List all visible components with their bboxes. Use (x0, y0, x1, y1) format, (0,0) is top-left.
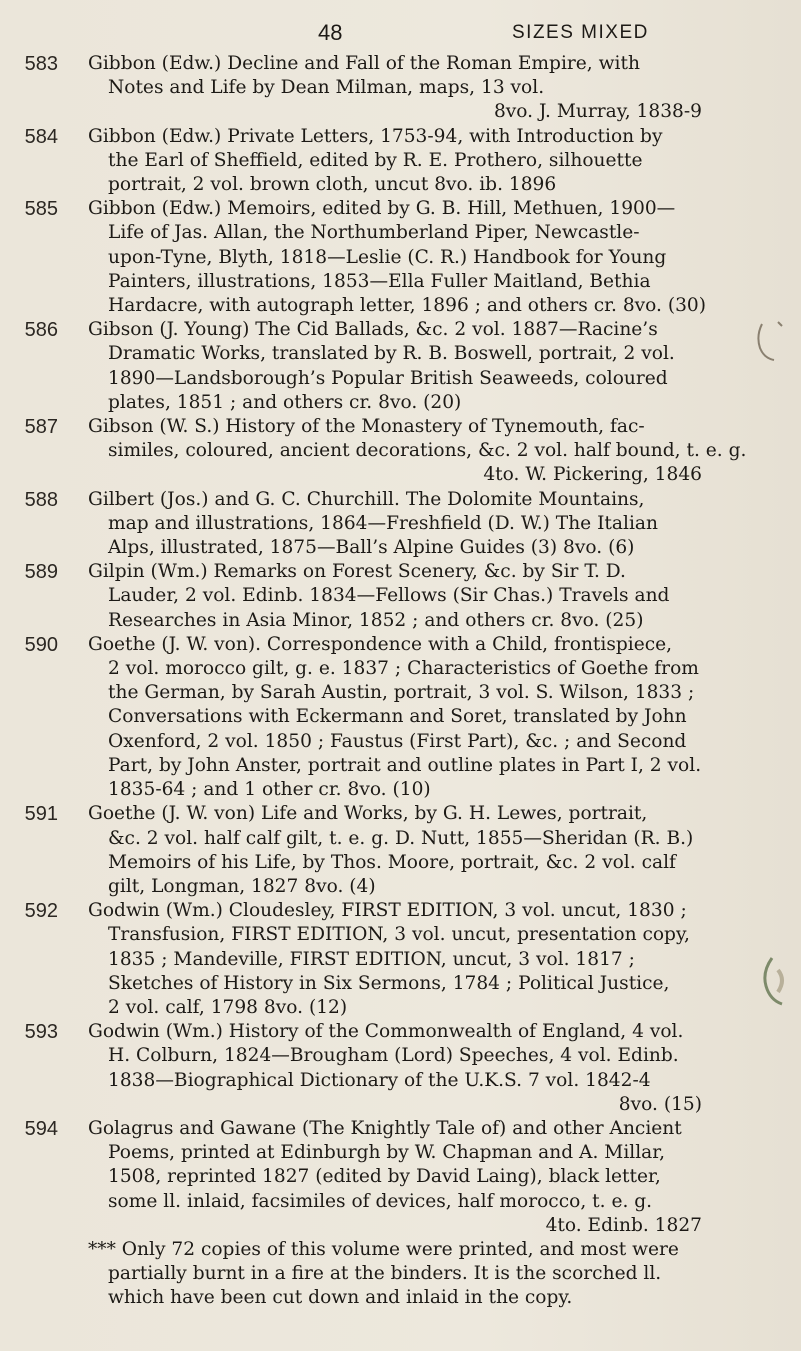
lot-description-line: Hardacre, with autograph letter, 1896 ; and others cr. 8vo. (30) (108, 295, 707, 317)
margin-sticker-top (752, 318, 786, 364)
lot-number: 592 (24, 900, 58, 923)
lot-description-line: Transfusion, FIRST EDITION, 3 vol. uncut, presentation copy, (108, 924, 690, 946)
lot-description-line: Gibbon (Edw.) Memoirs, edited by G. B. Hill, Methuen, 1900— (88, 198, 676, 220)
lot-description-line: 1838—Biographical Dictionary of the U.K.S. 7 vol. 1842-4 (108, 1069, 651, 1091)
lot-description-line: Dramatic Works, translated by R. B. Boswell, portrait, 2 vol. (108, 343, 675, 365)
lot-description-line: Godwin (Wm.) History of the Commonwealth of England, 4 vol. (88, 1021, 684, 1043)
lot-description-line: Alps, illustrated, 1875—Ball’s Alpine Guides (3) 8vo. (6) (108, 537, 635, 559)
lot-entry (0, 802, 708, 899)
page-number: 48 (318, 20, 343, 45)
lot-description-line: Gibbon (Edw.) Private Letters, 1753-94, with Introduction by (88, 125, 663, 147)
lot-number: 588 (24, 488, 58, 511)
lot-description-line: Painters, illustrations, 1853—Ella Fuller Maitland, Bethia (108, 270, 651, 292)
lot-description-line: Oxenford, 2 vol. 1850 ; Faustus (First Part), &c. ; and Second (108, 730, 687, 752)
lot-entry (0, 899, 708, 1020)
lot-description-line: the German, by Sarah Austin, portrait, 3 vol. S. Wilson, 1833 ; (108, 682, 695, 704)
lot-description-line: Notes and Life by Dean Milman, maps, 13 vol. (108, 77, 545, 99)
lot-description-line: Conversations with Eckermann and Soret, translated by John (108, 706, 687, 728)
lot-number: 593 (24, 1021, 58, 1044)
running-head: SIZES MIXED (512, 22, 649, 43)
lot-entry (0, 125, 708, 198)
lot-entry (0, 52, 708, 125)
lot-description-line: Godwin (Wm.) Cloudesley, FIRST EDITION, 3 vol. uncut, 1830 ; (88, 900, 687, 922)
lot-description-line: Gibbon (Edw.) Decline and Fall of the Roman Empire, with (88, 53, 640, 74)
lot-description-line: map and illustrations, 1864—Freshfield (D. W.) The Italian (108, 512, 658, 534)
lot-description-line: 8vo. (15) (618, 1093, 702, 1115)
lot-number: 589 (24, 561, 58, 584)
lot-description-line: similes, coloured, ancient decorations, &c. 2 vol. half bound, t. e. g. (108, 440, 747, 462)
lot-number: 585 (24, 198, 58, 221)
lot-number: 587 (24, 416, 58, 439)
page-header (0, 20, 801, 50)
margin-sticker-bottom (758, 952, 792, 1010)
lot-entries (0, 52, 801, 1311)
lot-description-line: Gilbert (Jos.) and G. C. Churchill. The Dolomite Mountains, (88, 488, 645, 510)
lot-description-line: Sketches of History in Six Sermons, 1784 ; Political Justice, (108, 972, 670, 994)
lot-number: 586 (24, 319, 58, 342)
lot-description-line: Gibson (J. Young) The Cid Ballads, &c. 2 vol. 1887—Racine’s (88, 319, 658, 341)
lot-entry (0, 197, 708, 318)
lot-description-line: Researches in Asia Minor, 1852 ; and others cr. 8vo. (25) (108, 609, 644, 631)
lot-description-line: 1835-64 ; and 1 other cr. 8vo. (10) (108, 779, 431, 801)
lot-entry (0, 488, 708, 561)
lot-description-line: 1890—Landsborough’s Popular British Seaweeds, coloured (108, 367, 668, 389)
lot-description-line: Goethe (J. W. von). Correspondence with a Child, frontispiece, (88, 633, 673, 655)
lot-description-line: 8vo. J. Murray, 1838-9 (493, 101, 702, 123)
lot-description-line: the Earl of Sheffield, edited by R. E. Prothero, silhouette (108, 149, 643, 171)
lot-entry (0, 318, 708, 415)
footnote-line: partially burnt in a fire at the binders. It is the scorched ll. (108, 1263, 662, 1285)
lot-number: 590 (24, 633, 58, 656)
lot-description-line: Gibson (W. S.) History of the Monastery of Tynemouth, fac- (88, 416, 645, 438)
lot-entry (0, 560, 708, 633)
lot-description-line: portrait, 2 vol. brown cloth, uncut 8vo. ib. 1896 (108, 174, 557, 196)
lot-description-line: &c. 2 vol. half calf gilt, t. e. g. D. Nutt, 1855—Sheridan (R. B.) (108, 827, 694, 849)
lot-description-line: gilt, Longman, 1827 8vo. (4) (108, 875, 376, 897)
lot-description-line: Poems, printed at Edinburgh by W. Chapman and A. Millar, (108, 1142, 666, 1164)
lot-description-line: 1508, reprinted 1827 (edited by David Laing), black letter, (108, 1166, 661, 1188)
lot-number: 584 (24, 125, 58, 148)
lot-number: 591 (24, 803, 58, 826)
lot-entry (0, 633, 708, 802)
footnote (0, 1238, 708, 1311)
lot-description-line: 2 vol. calf, 1798 8vo. (12) (108, 996, 348, 1018)
lot-description-line: 2 vol. morocco gilt, g. e. 1837 ; Characteristics of Goethe from (108, 658, 699, 680)
lot-entry (0, 415, 747, 488)
lot-number: 583 (24, 53, 58, 75)
lot-description-line: Golagrus and Gawane (The Knightly Tale of) and other Ancient (88, 1117, 682, 1139)
lot-number: 594 (24, 1117, 58, 1140)
lot-description-line: plates, 1851 ; and others cr. 8vo. (20) (108, 391, 462, 413)
lot-description-line: 1835 ; Mandeville, FIRST EDITION, uncut, 3 vol. 1817 ; (108, 948, 635, 970)
lot-description-line: Gilpin (Wm.) Remarks on Forest Scenery, &c. by Sir T. D. (88, 561, 626, 583)
lot-entry (0, 1020, 708, 1117)
lot-description-line: Memoirs of his Life, by Thos. Moore, portrait, &c. 2 vol. calf (108, 851, 676, 873)
lot-description-line: Life of Jas. Allan, the Northumberland Piper, Newcastle- (108, 222, 640, 244)
lot-description-line: Part, by John Anster, portrait and outline plates in Part I, 2 vol. (108, 754, 702, 776)
footnote-line: which have been cut down and inlaid in the copy. (108, 1287, 573, 1309)
footnote-line: *** Only 72 copies of this volume were printed, and most were (88, 1238, 679, 1260)
lot-description-line: H. Colburn, 1824—Brougham (Lord) Speeches, 4 vol. Edinb. (108, 1045, 679, 1067)
lot-description-line: 4to. W. Pickering, 1846 (483, 464, 702, 486)
lot-description-line: upon-Tyne, Blyth, 1818—Leslie (C. R.) Handbook for Young (108, 246, 667, 268)
lot-entry (0, 1117, 708, 1238)
lot-description-line: 4to. Edinb. 1827 (545, 1214, 702, 1236)
lot-description-line: Lauder, 2 vol. Edinb. 1834—Fellows (Sir Chas.) Travels and (108, 585, 670, 607)
lot-description-line: some ll. inlaid, facsimiles of devices, half morocco, t. e. g. (108, 1190, 653, 1212)
lot-description-line: Goethe (J. W. von) Life and Works, by G. H. Lewes, portrait, (88, 803, 648, 825)
